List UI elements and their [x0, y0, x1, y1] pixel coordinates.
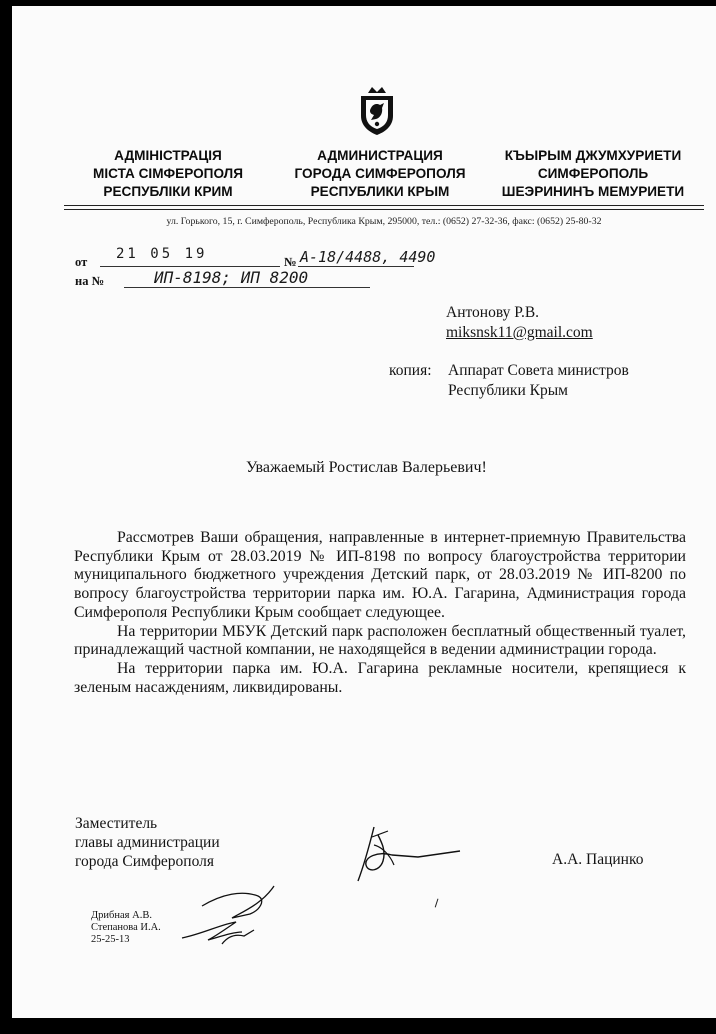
header-divider-bottom	[64, 209, 704, 210]
body-paragraph: На территории МБУК Детский парк расположен бесплатный общественный туалет, принадлежащий частной компании, не находящейся в ведении администрации города.	[74, 622, 686, 659]
copy-recipient-line: Республики Крым	[448, 382, 568, 399]
executor-name: Степанова И.А.	[91, 922, 161, 933]
signer-title	[75, 814, 220, 871]
date-value: 21 05 19	[116, 246, 208, 262]
header-ukrainian	[70, 147, 266, 201]
executor-initials-signature	[162, 874, 292, 954]
body-paragraph: На территории парка им. Ю.А. Гагарина рекламные носители, крепящиеся к зеленым насаждениям, ликвидированы.	[74, 659, 686, 696]
header-ru-line: РЕСПУБЛИКИ КРЫМ	[310, 184, 450, 199]
header-crh-line: КЪЫРЫМ ДЖУМХУРИЕТИ	[504, 148, 682, 163]
header-crimean-tatar	[486, 147, 700, 201]
copy-label: копия:	[389, 362, 432, 379]
handwritten-signature	[348, 821, 468, 891]
signer-name: А.А. Пацинко	[552, 851, 644, 868]
coat-of-arms-emblem	[357, 84, 397, 136]
salutation: Уважаемый Ростислав Валерьевич!	[246, 459, 487, 476]
header-ru-line: ГОРОДА СИМФЕРОПОЛЯ	[294, 166, 466, 181]
copy-recipient-line: Аппарат Совета министров	[448, 362, 629, 379]
number-underline	[298, 266, 414, 267]
addressee-name: Антонову Р.В.	[446, 304, 540, 321]
date-label: от	[75, 255, 88, 269]
number-label: №	[284, 255, 297, 269]
header-divider-top	[64, 205, 704, 206]
address-line: ул. Горького, 15, г. Симферополь, Республика Крым, 295000, тел.: (0652) 27-32-36, факс: (0652) 25-80-32	[166, 216, 602, 227]
letter-body	[74, 529, 686, 697]
executors-block	[91, 910, 161, 946]
header-ua-line: АДМІНІСТРАЦІЯ	[114, 148, 222, 163]
executor-phone: 25-25-13	[91, 934, 130, 945]
header-ua-line: МІСТА СІМФЕРОПОЛЯ	[93, 166, 243, 181]
signer-title-line: главы администрации	[75, 834, 220, 851]
date-underline	[100, 266, 280, 267]
number-value: А-18/4488, 4490	[300, 248, 436, 266]
header-crh-line: ШЕЭРИНИНЪ МЕМУРИЕТИ	[501, 184, 685, 199]
signer-title-line: города Симферополя	[75, 853, 214, 870]
executor-name: Дрибная А.В.	[91, 910, 152, 921]
ink-mark	[435, 899, 442, 909]
reply-to-label: на №	[75, 274, 105, 288]
header-ru-line: АДМИНИСТРАЦИЯ	[317, 148, 443, 163]
letter-page	[12, 6, 716, 1018]
header-crh-line: СИМФЕРОПОЛЬ	[537, 166, 649, 181]
reply-to-value: ИП-8198; ИП 8200	[154, 268, 309, 287]
signer-title-line: Заместитель	[75, 815, 158, 832]
header-russian	[280, 147, 480, 201]
reply-to-underline	[124, 287, 370, 288]
addressee-email: miksnsk11@gmail.com	[446, 324, 593, 341]
body-paragraph: Рассмотрев Ваши обращения, направленные в интернет-приемную Правительства Республики Крым от 28.03.2019 № ИП-8198 по вопросу благоустройства территории муниципального бюджетного учреждения Детский парк, от 28.03.2019 № ИП-8200 по вопросу благоустройства территории парка им. Ю.А. Гагарина, Администрация города Симферополя Республики Крым сообщает следующее.	[74, 529, 686, 621]
header-ua-line: РЕСПУБЛІКИ КРИМ	[103, 184, 233, 199]
